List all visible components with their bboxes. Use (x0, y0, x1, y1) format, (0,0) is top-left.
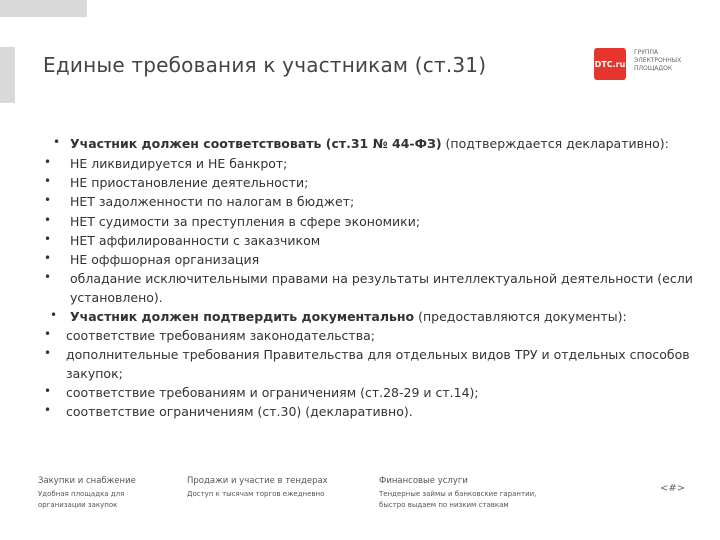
list-item: НЕТ судимости за преступления в сфере экономики; (70, 214, 421, 229)
list-item-continuation: закупок; (66, 366, 123, 381)
bullet-icon: • (44, 174, 52, 188)
list-item: НЕ оффшорная организация (70, 252, 260, 267)
footer (0, 476, 720, 516)
logo-text-line-3: ПЛОЩАДОК (634, 65, 673, 72)
page-number: <#> (660, 483, 686, 494)
list-item-text: (подтверждается декларативно): (441, 136, 669, 151)
side-decor-bar (0, 47, 15, 103)
bullet-icon: • (50, 308, 58, 322)
list-item: обладание исключительными правами на результаты интеллектуальной деятельности (если (70, 271, 693, 286)
list-item-continuation: установлено). (70, 290, 163, 305)
footer-col3-sub: Тендерные займы и банковские гарантии, (379, 490, 537, 498)
bullet-icon: • (44, 270, 52, 284)
bullet-icon: • (44, 384, 52, 398)
list-item: НЕТ аффилированности с заказчиком (70, 233, 321, 248)
list-item (70, 308, 627, 326)
logo-text-line-1: ГРУППА (634, 49, 659, 56)
logo-text-line-2: ЭЛЕКТРОННЫХ (634, 57, 682, 64)
list-item-text: (предоставляются документы): (414, 309, 627, 324)
bullet-icon: • (44, 251, 52, 265)
company-logo (594, 45, 704, 77)
list-item-bold: Участник должен подтвердить документально (70, 309, 415, 324)
logo-text (634, 49, 704, 73)
logo-icon (594, 48, 626, 80)
bullet-icon: • (44, 213, 52, 227)
footer-col2-title: Продажи и участие в тендерах (187, 476, 328, 486)
top-decor-bar (0, 0, 87, 17)
footer-col3-sub: быстро выдаем по низким ставкам (379, 501, 509, 509)
list-item: соответствие ограничениям (ст.30) (декларативно). (66, 404, 413, 419)
page-title: Единые требования к участникам (ст.31) (43, 53, 487, 77)
bullet-icon: • (44, 346, 52, 360)
list-item: НЕТ задолженности по налогам в бюджет; (70, 194, 355, 209)
list-item-bold: Участник должен соответствовать (ст.31 № 44-ФЗ) (70, 136, 442, 151)
list-item: соответствие требованиям и ограничениям (ст.28-29 и ст.14); (66, 385, 479, 400)
list-item (70, 135, 669, 153)
footer-col3-title: Финансовые услуги (379, 476, 468, 486)
footer-col2-sub: Доступ к тысячам торгов ежедневно (187, 490, 325, 498)
list-item: дополнительные требования Правительства для отдельных видов ТРУ и отдельных способов (66, 347, 690, 362)
footer-col1-sub: Удобная площадка для (38, 490, 125, 498)
list-item: соответствие требованиям законодательства; (66, 328, 375, 343)
bullet-icon: • (44, 327, 52, 341)
bullet-icon: • (44, 193, 52, 207)
list-item: НЕ ликвидируется и НЕ банкрот; (70, 156, 288, 171)
bullet-icon: • (53, 135, 61, 149)
footer-col1-title: Закупки и снабжение (38, 476, 136, 486)
bullet-icon: • (44, 403, 52, 417)
bullet-icon: • (44, 232, 52, 246)
list-item: НЕ приостановление деятельности; (70, 175, 309, 190)
bullet-icon: • (44, 155, 52, 169)
footer-col1-sub: организации закупок (38, 501, 118, 509)
logo-mark: DTC.ru (594, 60, 626, 69)
